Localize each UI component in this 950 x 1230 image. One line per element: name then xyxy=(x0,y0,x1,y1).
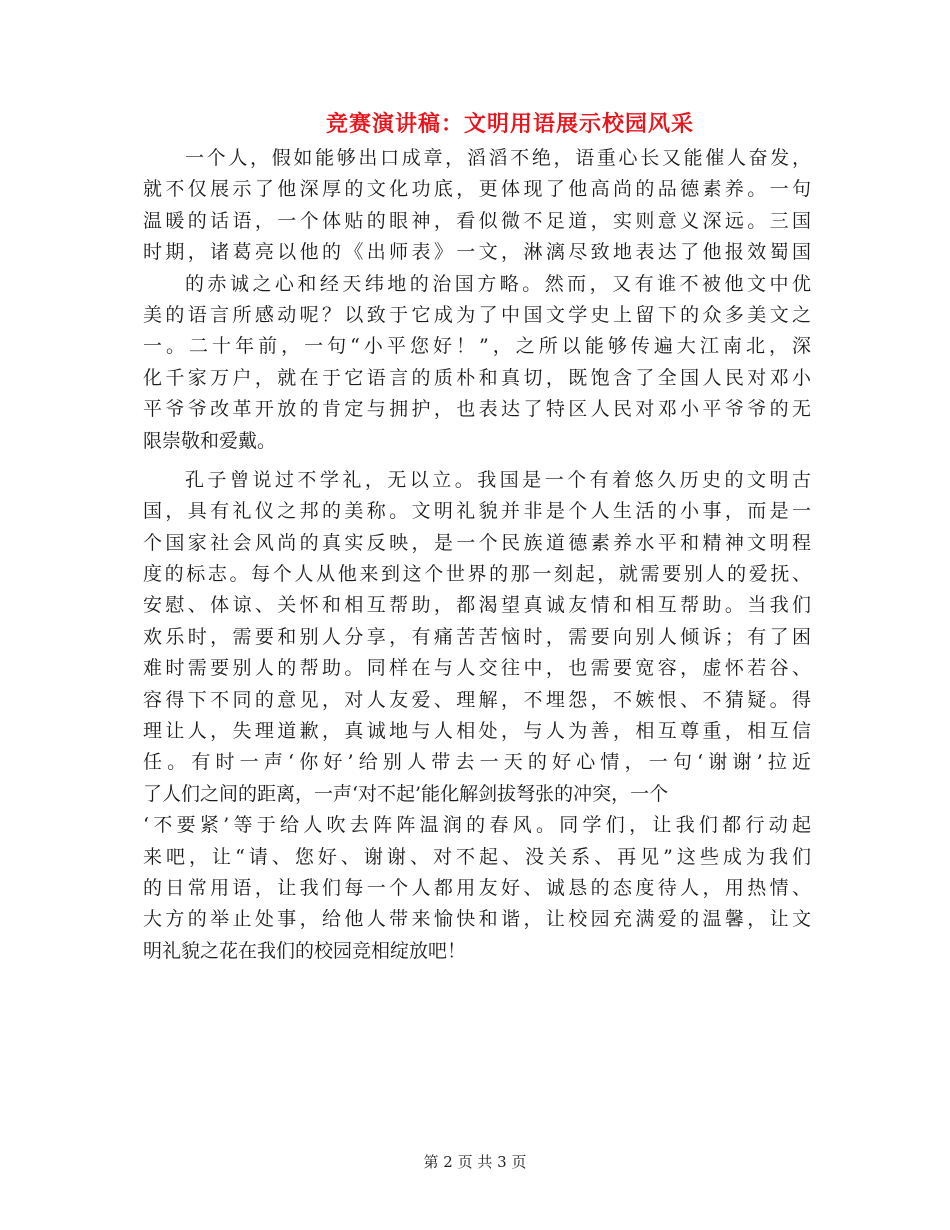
text-line: 一。二十年前，一句“小平您好！”，之所以能够传遍大江南北，深 xyxy=(143,335,811,358)
text-line: 容得下不同的意见，对人友爱、理解，不埋怨，不嫉恨、不猜疑。得 xyxy=(143,688,811,711)
text-line: 化千家万户，就在于它语言的质朴和真切，既饱含了全国人民对邓小 xyxy=(143,366,811,389)
text-line: 的赤诚之心和经天纬地的治国方略。然而，又有谁不被他文中优 xyxy=(185,272,811,295)
text-line: 明礼貌之花在我们的校园竞相绽放吧！ xyxy=(143,939,467,962)
paragraph-gap xyxy=(143,457,811,465)
text-line: 国，具有礼仪之邦的美称。文明礼貌并非是个人生活的小事，而是一 xyxy=(143,500,811,523)
text-line: 难时需要别人的帮助。同样在与人交往中，也需要宽容，虚怀若谷、 xyxy=(143,657,811,680)
text-line: 限崇敬和爱戴。 xyxy=(143,429,277,452)
text-line: 的日常用语，让我们每一个人都用友好、诚恳的态度待人，用热情、 xyxy=(143,876,811,899)
text-line: ‘不要紧’等于给人吹去阵阵温润的春风。同学们，让我们都行动起 xyxy=(143,814,811,837)
text-line: 平爷爷改革开放的肯定与拥护，也表达了特区人民对邓小平爷爷的无 xyxy=(143,398,811,421)
page-footer: 第 2 页 共 3 页 xyxy=(423,1153,527,1171)
text-line: 任。有时一声‘你好’给别人带去一天的好心情，一句‘谢谢’拉近 xyxy=(143,751,811,774)
document-title: 竞赛演讲稿：文明用语展示校园风采 xyxy=(325,111,694,137)
text-line: 时期，诸葛亮以他的《出师表》一文，淋漓尽致地表达了他报效蜀国 xyxy=(143,241,811,264)
text-line: 美的语言所感动呢？以致于它成为了中国文学史上留下的众多美文之 xyxy=(143,303,811,326)
text-line: 理让人，失理道歉，真诚地与人相处，与人为善，相互尊重，相互信 xyxy=(143,720,811,743)
text-line: 就不仅展示了他深厚的文化功底，更体现了他高尚的品德素养。一句 xyxy=(143,178,811,201)
text-line: 一个人，假如能够出口成章，滔滔不绝，语重心长又能催人奋发， xyxy=(185,147,811,169)
text-line: 来吧，让“请、您好、谢谢、对不起、没关系、再见”这些成为我们 xyxy=(143,845,811,868)
text-line: 个国家社会风尚的真实反映，是一个民族道德素养水平和精神文明程 xyxy=(143,531,811,554)
text-line: 安慰、体谅、关怀和相互帮助，都渴望真诚友情和相互帮助。当我们 xyxy=(143,594,811,617)
text-line: 大方的举止处事，给他人带来愉快和谐，让校园充满爱的温馨，让文 xyxy=(143,908,811,931)
text-line: 了人们之间的距离，一声‘对不起’能化解剑拔弩张的冲突，一个 xyxy=(143,782,669,805)
text-line: 欢乐时，需要和别人分享，有痛苦苦恼时，需要向别人倾诉；有了困 xyxy=(143,625,811,648)
text-line: 孔子曾说过不学礼，无以立。我国是一个有着悠久历史的文明古 xyxy=(185,468,811,491)
document-body xyxy=(143,143,811,967)
text-line: 温暖的话语，一个体贴的眼神，看似微不足道，实则意义深远。三国 xyxy=(143,209,811,232)
text-line: 度的标志。每个人从他来到这个世界的那一刻起，就需要别人的爱抚、 xyxy=(143,563,811,586)
